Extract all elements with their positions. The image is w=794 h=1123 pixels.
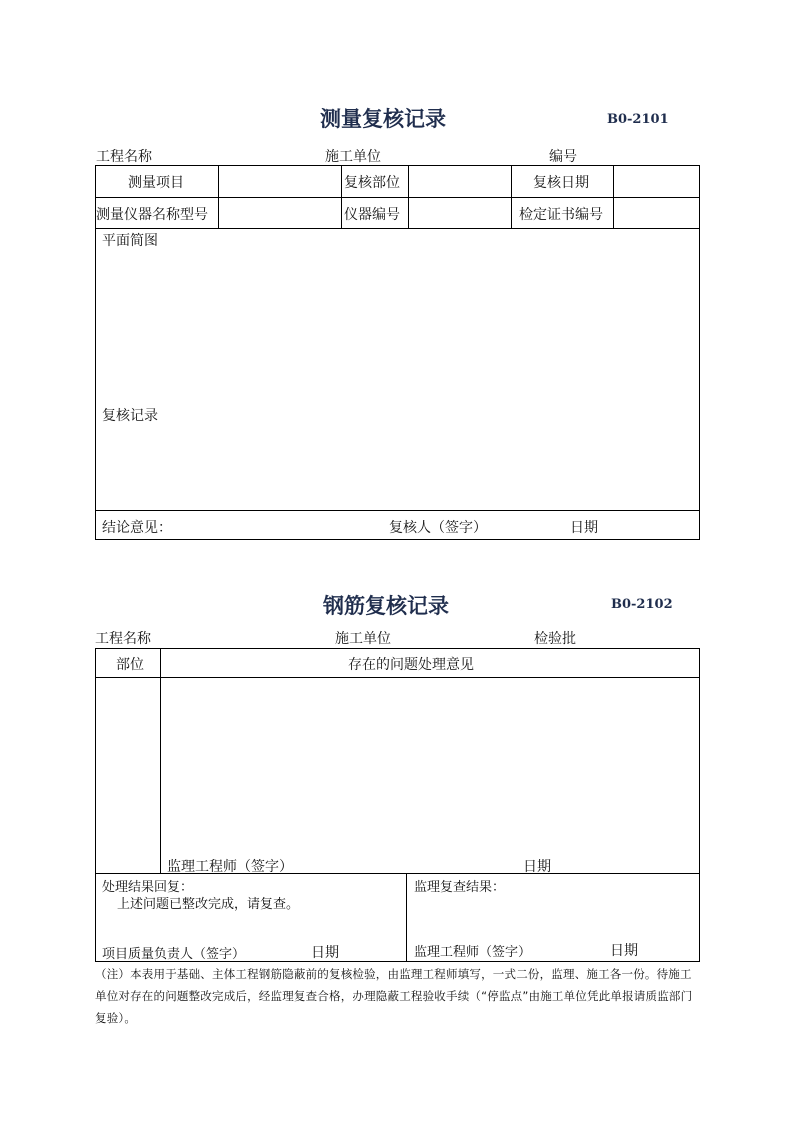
form1-check-location-label: 复核部位 bbox=[344, 175, 400, 191]
form2-recheck-result-label: 监理复查结果： bbox=[414, 880, 506, 895]
form1-check-date-cell[interactable] bbox=[614, 166, 698, 196]
form1-code: B0-2101 bbox=[607, 112, 669, 127]
form2-supervisor-sign-label: 监理工程师（签字） bbox=[167, 859, 293, 875]
form1-instrument-name-cell[interactable] bbox=[219, 198, 340, 227]
form2-location-header: 部位 bbox=[116, 657, 144, 673]
form1-check-location-cell[interactable] bbox=[409, 166, 510, 196]
form2-recheck-area[interactable] bbox=[407, 895, 698, 935]
form2-construction-unit-label: 施工单位 bbox=[335, 631, 391, 647]
form1-date-label: 日期 bbox=[570, 520, 598, 536]
form2-code: B0-2102 bbox=[611, 597, 673, 612]
form2-result-reply-label: 处理结果回复： bbox=[102, 880, 194, 895]
form2-quality-date-label: 日期 bbox=[311, 945, 339, 961]
form1-instrument-name-label: 测量仪器名称型号 bbox=[96, 207, 208, 223]
form2-note: （注）本表用于基础、主体工程钢筋隐蔽前的复核检验，由监理工程师填写，一式二份，监理、施工各一份。待施工单位对存在的问题整改完成后，经监理复查合格，办理隐蔽工程验收手续（“停监点”由施工单位凭此单报请质监部门复验）。 bbox=[95, 967, 693, 1025]
form1-certificate-number-label: 检定证书编号 bbox=[519, 207, 603, 223]
form1-title: 测量复核记录 bbox=[320, 106, 446, 131]
form1-survey-item-cell[interactable] bbox=[219, 166, 340, 196]
form1-record-area[interactable] bbox=[96, 229, 698, 509]
form1-construction-unit-label: 施工单位 bbox=[325, 149, 381, 165]
form1-certificate-number-cell[interactable] bbox=[614, 198, 698, 227]
form1-instrument-number-cell[interactable] bbox=[409, 198, 510, 227]
form1-number-label: 编号 bbox=[549, 149, 577, 165]
form2-title: 钢筋复核记录 bbox=[323, 593, 449, 618]
form1-check-date-label: 复核日期 bbox=[533, 175, 589, 191]
form1-plan-sketch-label: 平面简图 bbox=[102, 233, 158, 249]
form2-issues-cell[interactable] bbox=[161, 678, 698, 854]
form2-location-cell[interactable] bbox=[96, 678, 159, 872]
form2-project-name-label: 工程名称 bbox=[95, 631, 151, 647]
form2-reply-text[interactable]: 上述问题已整改完成，请复查。 bbox=[117, 897, 300, 912]
form2-issues-header: 存在的问题处理意见 bbox=[348, 657, 474, 673]
form1-instrument-number-label: 仪器编号 bbox=[344, 207, 400, 223]
form1-check-record-label: 复核记录 bbox=[102, 408, 158, 424]
form1-survey-item-label: 测量项目 bbox=[128, 175, 184, 191]
form1-project-name-label: 工程名称 bbox=[96, 149, 152, 165]
form2-recheck-engineer-label: 监理工程师（签字） bbox=[414, 945, 532, 960]
form1-conclusion-label: 结论意见： bbox=[102, 520, 172, 536]
form2-recheck-date-label: 日期 bbox=[610, 943, 638, 959]
form2-supervisor-date-label: 日期 bbox=[523, 859, 551, 875]
form2-quality-manager-label: 项目质量负责人（签字） bbox=[102, 947, 246, 962]
form1-checker-label: 复核人（签字） bbox=[389, 520, 487, 536]
form2-inspection-lot-label: 检验批 bbox=[534, 631, 576, 647]
